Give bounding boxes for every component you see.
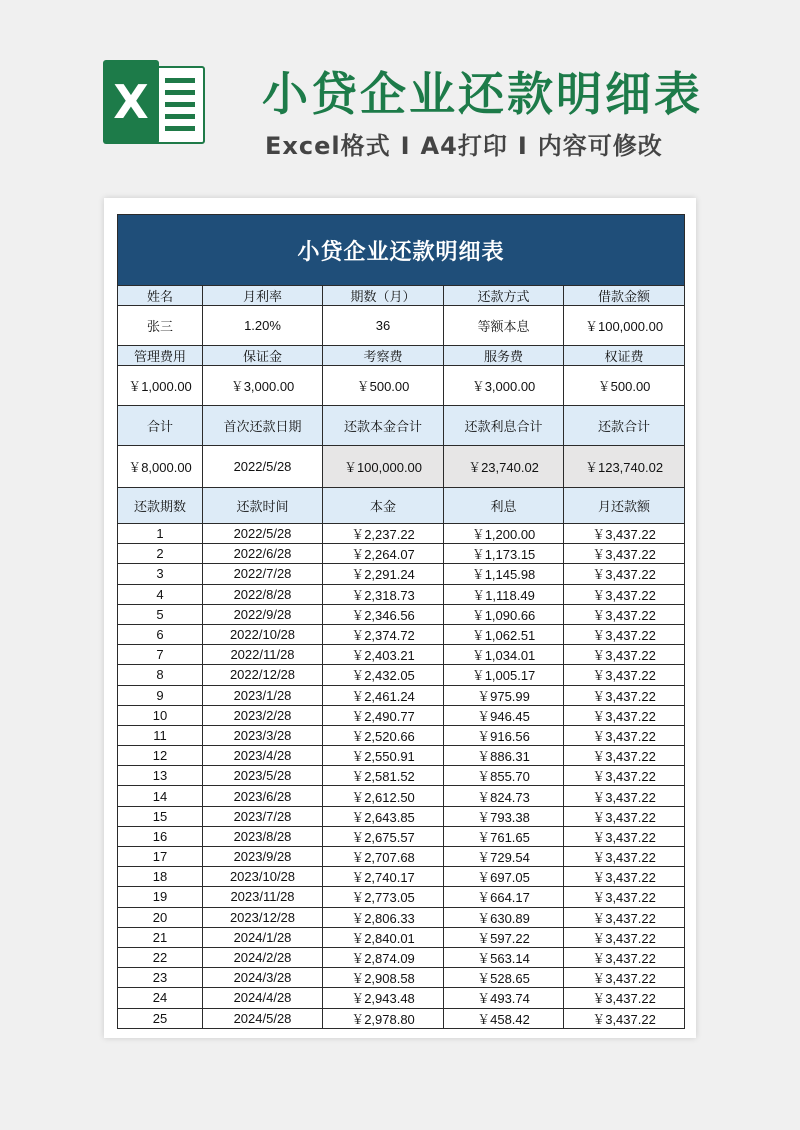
- label-cell[interactable]: 权证费: [564, 346, 685, 366]
- date-cell[interactable]: 2023/2/28: [203, 705, 323, 725]
- period-cell[interactable]: 9: [118, 685, 203, 705]
- date-cell[interactable]: 2022/11/28: [203, 645, 323, 665]
- schedule-header-row: [118, 488, 685, 524]
- date-cell[interactable]: 2024/5/28: [203, 1008, 323, 1028]
- period-cell[interactable]: 18: [118, 867, 203, 887]
- table-row: [118, 968, 685, 988]
- period-cell[interactable]: 14: [118, 786, 203, 806]
- table-row: [118, 947, 685, 967]
- interest-cell[interactable]: ￥458.42: [444, 1008, 564, 1028]
- period-cell[interactable]: 8: [118, 665, 203, 685]
- period-cell[interactable]: 23: [118, 968, 203, 988]
- monthly-payment-cell[interactable]: ￥3,437.22: [564, 826, 685, 846]
- interest-cell[interactable]: ￥1,005.17: [444, 665, 564, 685]
- subtitle-print: A4打印: [420, 132, 508, 160]
- interest-cell[interactable]: ￥528.65: [444, 968, 564, 988]
- date-cell[interactable]: 2022/10/28: [203, 624, 323, 644]
- principal-cell[interactable]: ￥2,318.73: [323, 584, 444, 604]
- date-cell[interactable]: 2022/9/28: [203, 604, 323, 624]
- monthly-payment-cell[interactable]: ￥3,437.22: [564, 847, 685, 867]
- date-cell[interactable]: 2023/5/28: [203, 766, 323, 786]
- label-cell[interactable]: 姓名: [118, 286, 203, 306]
- principal-cell[interactable]: ￥2,643.85: [323, 806, 444, 826]
- label-cell[interactable]: 还款本金合计: [323, 406, 444, 446]
- monthly-payment-cell[interactable]: ￥3,437.22: [564, 624, 685, 644]
- period-cell[interactable]: 1: [118, 524, 203, 544]
- monthly-payment-cell[interactable]: ￥3,437.22: [564, 988, 685, 1008]
- period-cell[interactable]: 13: [118, 766, 203, 786]
- interest-cell[interactable]: ￥1,034.01: [444, 645, 564, 665]
- interest-cell[interactable]: ￥1,090.66: [444, 604, 564, 624]
- principal-cell[interactable]: ￥2,520.66: [323, 725, 444, 745]
- warrant-fee-cell[interactable]: ￥500.00: [564, 366, 685, 406]
- principal-cell[interactable]: ￥2,403.21: [323, 645, 444, 665]
- monthly-payment-cell[interactable]: ￥3,437.22: [564, 766, 685, 786]
- sheet-title[interactable]: 小贷企业还款明细表: [118, 215, 685, 286]
- date-cell[interactable]: 2022/6/28: [203, 544, 323, 564]
- interest-cell[interactable]: ￥1,062.51: [444, 624, 564, 644]
- monthly-rate-cell[interactable]: 1.20%: [203, 306, 323, 346]
- table-row: [118, 927, 685, 947]
- deposit-cell[interactable]: ￥3,000.00: [203, 366, 323, 406]
- monthly-payment-cell[interactable]: ￥3,437.22: [564, 927, 685, 947]
- repayment-total-cell[interactable]: ￥123,740.02: [564, 446, 685, 488]
- date-cell[interactable]: 2023/10/28: [203, 867, 323, 887]
- service-fee-cell[interactable]: ￥3,000.00: [444, 366, 564, 406]
- table-row: [118, 887, 685, 907]
- principal-cell[interactable]: ￥2,490.77: [323, 705, 444, 725]
- date-cell[interactable]: 2023/12/28: [203, 907, 323, 927]
- principal-total-cell[interactable]: ￥100,000.00: [323, 446, 444, 488]
- label-cell[interactable]: 首次还款日期: [203, 406, 323, 446]
- inspection-fee-cell[interactable]: ￥500.00: [323, 366, 444, 406]
- period-cell[interactable]: 17: [118, 847, 203, 867]
- period-cell[interactable]: 12: [118, 746, 203, 766]
- table-row: [118, 847, 685, 867]
- monthly-payment-cell[interactable]: ￥3,437.22: [564, 867, 685, 887]
- table-row: [118, 685, 685, 705]
- principal-cell[interactable]: ￥2,432.05: [323, 665, 444, 685]
- date-cell[interactable]: 2022/8/28: [203, 584, 323, 604]
- interest-cell[interactable]: ￥761.65: [444, 826, 564, 846]
- loan-amount-cell[interactable]: ￥100,000.00: [564, 306, 685, 346]
- monthly-payment-cell[interactable]: ￥3,437.22: [564, 907, 685, 927]
- label-cell[interactable]: 合计: [118, 406, 203, 446]
- interest-cell[interactable]: ￥1,118.49: [444, 584, 564, 604]
- table-row: [118, 645, 685, 665]
- period-cell[interactable]: 16: [118, 826, 203, 846]
- monthly-payment-cell[interactable]: ￥3,437.22: [564, 746, 685, 766]
- table-row: [118, 1008, 685, 1028]
- monthly-payment-cell[interactable]: ￥3,437.22: [564, 544, 685, 564]
- period-cell[interactable]: 6: [118, 624, 203, 644]
- date-cell[interactable]: 2023/9/28: [203, 847, 323, 867]
- subtitle-separator: I: [517, 132, 528, 160]
- interest-cell[interactable]: ￥793.38: [444, 806, 564, 826]
- table-row: [118, 806, 685, 826]
- label-cell[interactable]: 保证金: [203, 346, 323, 366]
- column-header[interactable]: 利息: [444, 488, 564, 524]
- date-cell[interactable]: 2023/7/28: [203, 806, 323, 826]
- period-cell[interactable]: 10: [118, 705, 203, 725]
- label-cell[interactable]: 管理费用: [118, 346, 203, 366]
- interest-cell[interactable]: ￥1,173.15: [444, 544, 564, 564]
- period-cell[interactable]: 2: [118, 544, 203, 564]
- period-cell[interactable]: 3: [118, 564, 203, 584]
- repayment-method-cell[interactable]: 等额本息: [444, 306, 564, 346]
- principal-cell[interactable]: ￥2,237.22: [323, 524, 444, 544]
- interest-cell[interactable]: ￥855.70: [444, 766, 564, 786]
- table-row: [118, 786, 685, 806]
- date-cell[interactable]: 2024/2/28: [203, 947, 323, 967]
- first-repayment-date-cell[interactable]: 2022/5/28: [203, 446, 323, 488]
- date-cell[interactable]: 2024/3/28: [203, 968, 323, 988]
- monthly-payment-cell[interactable]: ￥3,437.22: [564, 604, 685, 624]
- table-row: [118, 665, 685, 685]
- label-cell[interactable]: 考察费: [323, 346, 444, 366]
- principal-cell[interactable]: ￥2,374.72: [323, 624, 444, 644]
- table-row: [118, 988, 685, 1008]
- label-cell[interactable]: 还款利息合计: [444, 406, 564, 446]
- table-row: [118, 584, 685, 604]
- excel-icon: [103, 60, 203, 144]
- table-row: [118, 624, 685, 644]
- interest-cell[interactable]: ￥493.74: [444, 988, 564, 1008]
- monthly-payment-cell[interactable]: ￥3,437.22: [564, 887, 685, 907]
- period-cell[interactable]: 24: [118, 988, 203, 1008]
- label-cell[interactable]: 月利率: [203, 286, 323, 306]
- monthly-payment-cell[interactable]: ￥3,437.22: [564, 685, 685, 705]
- summary-values-row: [118, 446, 685, 488]
- interest-cell[interactable]: ￥975.99: [444, 685, 564, 705]
- monthly-payment-cell[interactable]: ￥3,437.22: [564, 524, 685, 544]
- table-row: [118, 544, 685, 564]
- monthly-payment-cell[interactable]: ￥3,437.22: [564, 665, 685, 685]
- principal-cell[interactable]: ￥2,675.57: [323, 826, 444, 846]
- period-cell[interactable]: 21: [118, 927, 203, 947]
- label-cell[interactable]: 还款方式: [444, 286, 564, 306]
- document-page: [104, 198, 696, 1038]
- interest-cell[interactable]: ￥886.31: [444, 746, 564, 766]
- table-row: [118, 705, 685, 725]
- borrower-name-cell[interactable]: 张三: [118, 306, 203, 346]
- monthly-payment-cell[interactable]: ￥3,437.22: [564, 947, 685, 967]
- interest-cell[interactable]: ￥1,200.00: [444, 524, 564, 544]
- period-cell[interactable]: 20: [118, 907, 203, 927]
- table-row: [118, 746, 685, 766]
- period-cell[interactable]: 15: [118, 806, 203, 826]
- date-cell[interactable]: 2022/5/28: [203, 524, 323, 544]
- interest-cell[interactable]: ￥697.05: [444, 867, 564, 887]
- table-row: [118, 826, 685, 846]
- period-cell[interactable]: 25: [118, 1008, 203, 1028]
- label-cell[interactable]: 期数（月）: [323, 286, 444, 306]
- interest-cell[interactable]: ￥664.17: [444, 887, 564, 907]
- principal-cell[interactable]: ￥2,773.05: [323, 887, 444, 907]
- period-cell[interactable]: 22: [118, 947, 203, 967]
- summary-labels-row: [118, 406, 685, 446]
- monthly-payment-cell[interactable]: ￥3,437.22: [564, 725, 685, 745]
- principal-cell[interactable]: ￥2,550.91: [323, 746, 444, 766]
- column-header[interactable]: 本金: [323, 488, 444, 524]
- interest-cell[interactable]: ￥597.22: [444, 927, 564, 947]
- date-cell[interactable]: 2022/12/28: [203, 665, 323, 685]
- column-header[interactable]: 还款时间: [203, 488, 323, 524]
- interest-cell[interactable]: ￥946.45: [444, 705, 564, 725]
- date-cell[interactable]: 2023/6/28: [203, 786, 323, 806]
- period-cell[interactable]: 5: [118, 604, 203, 624]
- label-cell[interactable]: 借款金额: [564, 286, 685, 306]
- subtitle-editable: 内容可修改: [537, 132, 663, 160]
- monthly-payment-cell[interactable]: ￥3,437.22: [564, 806, 685, 826]
- page-title: 小贷企业还款明细表: [262, 67, 703, 121]
- page-subtitle: [265, 126, 663, 161]
- date-cell[interactable]: 2023/11/28: [203, 887, 323, 907]
- table-row: [118, 524, 685, 544]
- date-cell[interactable]: 2023/1/28: [203, 685, 323, 705]
- info-labels-row-2: [118, 346, 685, 366]
- interest-cell[interactable]: ￥916.56: [444, 725, 564, 745]
- management-fee-cell[interactable]: ￥1,000.00: [118, 366, 203, 406]
- period-cell[interactable]: 11: [118, 725, 203, 745]
- monthly-payment-cell[interactable]: ￥3,437.22: [564, 564, 685, 584]
- column-header[interactable]: 月还款额: [564, 488, 685, 524]
- term-months-cell[interactable]: 36: [323, 306, 444, 346]
- interest-cell[interactable]: ￥1,145.98: [444, 564, 564, 584]
- principal-cell[interactable]: ￥2,612.50: [323, 786, 444, 806]
- label-cell[interactable]: 服务费: [444, 346, 564, 366]
- subtitle-format: Excel格式: [265, 132, 391, 160]
- table-row: [118, 907, 685, 927]
- principal-cell[interactable]: ￥2,461.24: [323, 685, 444, 705]
- fees-total-cell[interactable]: ￥8,000.00: [118, 446, 203, 488]
- table-row: [118, 564, 685, 584]
- period-cell[interactable]: 4: [118, 584, 203, 604]
- date-cell[interactable]: 2023/8/28: [203, 826, 323, 846]
- date-cell[interactable]: 2024/4/28: [203, 988, 323, 1008]
- repayment-table: [117, 214, 685, 1029]
- label-cell[interactable]: 还款合计: [564, 406, 685, 446]
- excel-logo-letter: X: [103, 60, 159, 144]
- principal-cell[interactable]: ￥2,943.48: [323, 988, 444, 1008]
- principal-cell[interactable]: ￥2,908.58: [323, 968, 444, 988]
- interest-cell[interactable]: ￥563.14: [444, 947, 564, 967]
- principal-cell[interactable]: ￥2,581.52: [323, 766, 444, 786]
- table-row: [118, 725, 685, 745]
- principal-cell[interactable]: ￥2,707.68: [323, 847, 444, 867]
- date-cell[interactable]: 2023/4/28: [203, 746, 323, 766]
- principal-cell[interactable]: ￥2,264.07: [323, 544, 444, 564]
- principal-cell[interactable]: ￥2,978.80: [323, 1008, 444, 1028]
- date-cell[interactable]: 2023/3/28: [203, 725, 323, 745]
- info-values-row-1: [118, 306, 685, 346]
- column-header[interactable]: 还款期数: [118, 488, 203, 524]
- monthly-payment-cell[interactable]: ￥3,437.22: [564, 645, 685, 665]
- table-row: [118, 867, 685, 887]
- monthly-payment-cell[interactable]: ￥3,437.22: [564, 786, 685, 806]
- date-cell[interactable]: 2024/1/28: [203, 927, 323, 947]
- monthly-payment-cell[interactable]: ￥3,437.22: [564, 705, 685, 725]
- principal-cell[interactable]: ￥2,840.01: [323, 927, 444, 947]
- period-cell[interactable]: 19: [118, 887, 203, 907]
- table-row: [118, 604, 685, 624]
- info-values-row-2: [118, 366, 685, 406]
- table-row: [118, 766, 685, 786]
- interest-cell[interactable]: ￥729.54: [444, 847, 564, 867]
- date-cell[interactable]: 2022/7/28: [203, 564, 323, 584]
- subtitle-separator: I: [400, 132, 411, 160]
- interest-total-cell[interactable]: ￥23,740.02: [444, 446, 564, 488]
- principal-cell[interactable]: ￥2,806.33: [323, 907, 444, 927]
- principal-cell[interactable]: ￥2,874.09: [323, 947, 444, 967]
- principal-cell[interactable]: ￥2,291.24: [323, 564, 444, 584]
- monthly-payment-cell[interactable]: ￥3,437.22: [564, 1008, 685, 1028]
- period-cell[interactable]: 7: [118, 645, 203, 665]
- info-labels-row-1: [118, 286, 685, 306]
- monthly-payment-cell[interactable]: ￥3,437.22: [564, 584, 685, 604]
- monthly-payment-cell[interactable]: ￥3,437.22: [564, 968, 685, 988]
- interest-cell[interactable]: ￥824.73: [444, 786, 564, 806]
- principal-cell[interactable]: ￥2,740.17: [323, 867, 444, 887]
- interest-cell[interactable]: ￥630.89: [444, 907, 564, 927]
- principal-cell[interactable]: ￥2,346.56: [323, 604, 444, 624]
